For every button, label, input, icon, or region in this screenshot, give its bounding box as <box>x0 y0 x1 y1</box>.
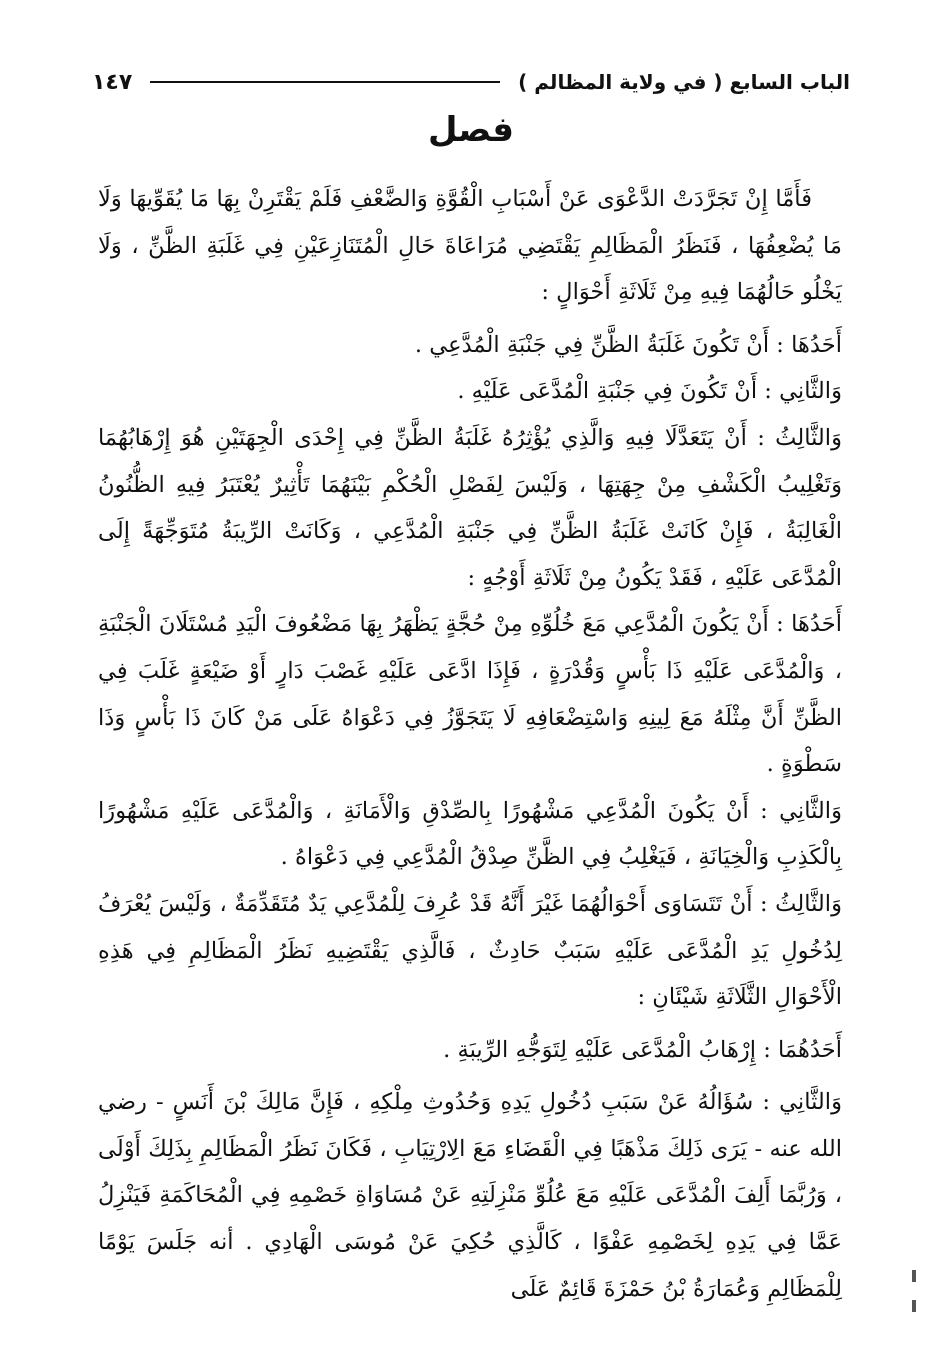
chapter-title: الباب السابع ( في ولاية المظالم ) <box>518 70 850 94</box>
paragraph: أَحَدُهَا : أَنْ تَكُونَ غَلَبَةُ الظَّنِّ فِي جَنْبَةِ الْمُدَّعِي . <box>414 331 842 358</box>
margin-mark <box>912 1300 916 1312</box>
body-text <box>98 176 842 1312</box>
paragraph: فَأَمَّا إِنْ تَجَرَّدَتْ الدَّعْوَى عَنْ أَسْبَابِ الْقُوَّةِ وَالضَّعْفِ فَلَمْ يَقْتَرِنْ بِهَا مَا يُقَوِّيهَا وَلَا مَا يُضْعِفُهَا ، فَنَظَرُ الْمَظَالِمِ يَقْتَضِي مُرَاعَاةَ حَالِ الْمُتَنَازِعَيْنِ فِي غَلَبَةِ الظَّنِّ ، وَلَا يَخْلُو حَالُهُمَا فِيهِ مِنْ ثَلَاثَةِ أَحْوَالٍ : <box>98 186 842 306</box>
section-title: فصل <box>427 110 515 150</box>
page-number: ١٤٧ <box>92 69 133 95</box>
paragraph: أَحَدُهَا : أَنْ يَكُونَ الْمُدَّعِي مَعَ خُلُوِّهِ مِنْ حُجَّةٍ يَظْهَرُ بِهَا مَضْعُوفَ الْيَدِ مُسْتَلَانَ الْجَنْبَةِ ، وَالْمُدَّعَى عَلَيْهِ ذَا بَأْسٍ وَقُدْرَةٍ ، فَإِذَا ادَّعَى عَلَيْهِ غَصْبَ دَارٍ أَوْ ضَيْعَةٍ غَلَبَ فِي الظَّنِّ أَنَّ مِثْلَهُ مَعَ لِينِهِ وَاسْتِضْعَافِهِ لَا يَتَجَوَّزُ فِي دَعْوَاهُ عَلَى مَنْ كَانَ ذَا بَأْسٍ وَذَا سَطْوَةٍ . <box>98 611 842 778</box>
paragraph: وَالثَّانِي : سُؤَالُهُ عَنْ سَبَبِ دُخُولِ يَدِهِ وَحُدُوثِ مِلْكِهِ ، فَإِنَّ مَالِكَ بْنَ أَنَسٍ - رضي الله عنه - يَرَى ذَلِكَ مَذْهَبًا فِي الْقَضَاءِ مَعَ الِارْتِيَابِ ، فَكَانَ نَظَرُ الْمَظَالِمِ بِذَلِكَ أَوْلَى ، وَرُبَّمَا أَلِفَ الْمُدَّعَى عَلَيْهِ مَعَ عُلُوِّ مَنْزِلَتِهِ عَنْ مُسَاوَاةِ خَصْمِهِ فِي الْمُحَاكَمَةِ فَيَنْزِلُ عَمَّا فِي يَدِهِ لِخَصْمِهِ عَفْوًا ، كَالَّذِي حُكِيَ عَنْ مُوسَى الْهَادِي . أنه جَلَسَ يَوْمًا لِلْمَظَالِمِ وَعُمَارَةُ بْنُ حَمْزَةَ قَائِمٌ عَلَى <box>98 1089 842 1302</box>
paragraph: وَالثَّانِي : أَنْ تَكُونَ فِي جَنْبَةِ الْمُدَّعَى عَلَيْهِ . <box>457 378 842 405</box>
paragraph: وَالثَّانِي : أَنْ يَكُونَ الْمُدَّعِي مَشْهُورًا بِالصِّدْقِ وَالْأَمَانَةِ ، وَالْمُدَّعَى عَلَيْهِ مَشْهُورًا بِالْكَذِبِ وَالْخِيَانَةِ ، فَيَغْلِبُ فِي الظَّنِّ صِدْقُ الْمُدَّعِي فِي دَعْوَاهُ . <box>98 797 842 871</box>
paragraph: وَالثَّالِثُ : أَنْ تَتَسَاوَى أَحْوَالُهُمَا غَيْرَ أَنَّهُ قَدْ عُرِفَ لِلْمُدَّعِي يَدٌ مُتَقَدِّمَةٌ ، وَلَيْسَ يُعْرَفُ لِدُخُولِ يَدِ الْمُدَّعَى عَلَيْهِ سَبَبٌ حَادِثٌ ، فَالَّذِي يَقْتَضِيهِ نَظَرُ الْمَظَالِمِ فِي هَذِهِ الْأَحْوَالِ الثَّلَاثَةِ شَيْئَانِ : <box>98 890 842 1011</box>
margin-mark <box>912 1270 916 1282</box>
running-header <box>92 64 850 100</box>
paragraph: وَالثَّالِثُ : أَنْ يَتَعَدَّلَا فِيهِ وَالَّذِي يُؤْثِرُهُ غَلَبَةُ الظَّنِّ فِي إِحْدَى الْجِهَتَيْنِ هُوَ إِرْهَابُهُمَا وَتَغْلِيبُ الْكَشْفِ مِنْ جِهَتِهَا ، وَلَيْسَ لِفَصْلِ الْحُكْمِ بَيْنَهُمَا تَأْثِيرٌ يُعْتَبَرُ فِيهِ الظُّنُونُ الْغَالِبَةُ ، فَإِنْ كَانَتْ غَلَبَةُ الظَّنِّ فِي جَنْبَةِ الْمُدَّعِي ، وَكَانَتْ الرِّيبَةُ مُتَوَجِّهَةً إِلَى الْمُدَّعَى عَلَيْهِ ، فَقَدْ يَكُونُ مِنْ ثَلَاثَةِ أَوْجُهٍ : <box>98 424 842 591</box>
paragraph: أَحَدُهُمَا : إِرْهَابُ الْمُدَّعَى عَلَيْهِ لِتَوَجُّهِ الرِّيبَةِ . <box>443 1036 842 1063</box>
header-rule <box>150 81 500 83</box>
